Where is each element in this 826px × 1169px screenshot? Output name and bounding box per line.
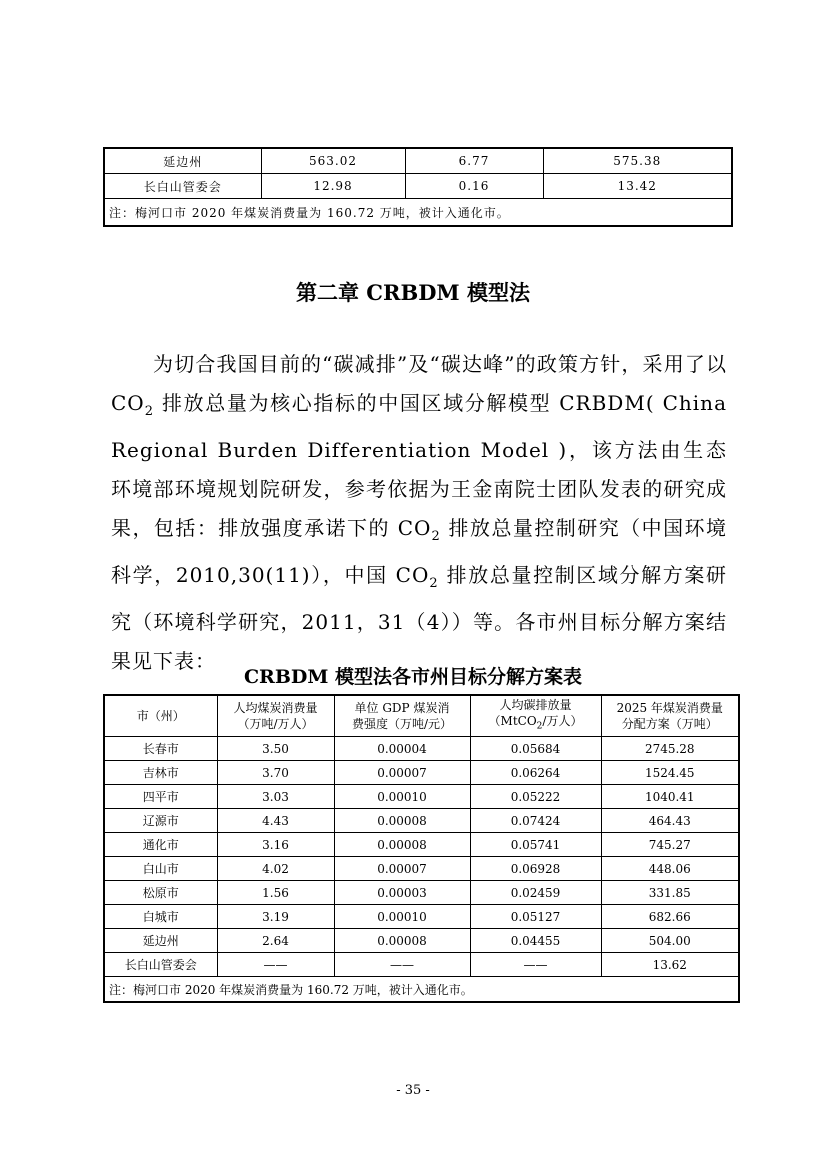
paragraph-part: 为切合我国目前的“碳减排”及“碳达峰”的政策方针，采用了以 CO	[111, 352, 727, 415]
table-cell: 745.27	[601, 833, 739, 857]
table-row	[104, 761, 739, 785]
table-cell: 白山市	[104, 857, 217, 881]
table-note-row	[104, 199, 732, 227]
table-body	[104, 737, 739, 977]
table-cell: 四平市	[104, 785, 217, 809]
table-cell: 白城市	[104, 905, 217, 929]
table-caption: CRBDM 模型法各市州目标分解方案表	[243, 666, 583, 688]
table-row	[104, 857, 739, 881]
table-cell: 0.00008	[334, 809, 470, 833]
chapter-title: 第二章 CRBDM 模型法	[296, 280, 530, 305]
paragraph-part: 排放总量为核心指标的中国区域分解模型 CRBDM( China Regional Burden Differentiation Model )，该方法由生态环境部环境规划院研发，参考依据为王金南院士团队发表的研究成果，包括：排放强度承诺下的 CO	[111, 391, 727, 540]
header-line: 费强度（万吨/元）	[351, 717, 453, 731]
table-cell: 0.06928	[470, 857, 601, 881]
table-row	[104, 929, 739, 953]
table-row	[104, 148, 732, 174]
paragraph-part: 排放总量控制研究（中国环境科学，2010,30(11)），中国 CO	[111, 516, 727, 587]
table-cell: 2745.28	[601, 737, 739, 761]
table-cell: 长白山管委会	[104, 953, 217, 977]
table-row	[104, 174, 732, 199]
table-cell: 12.98	[261, 174, 405, 199]
table-cell: 2.64	[217, 929, 334, 953]
table-cell: 0.07424	[470, 809, 601, 833]
column-header	[334, 695, 470, 737]
table-cell: 0.04455	[470, 929, 601, 953]
table-note: 注：梅河口市 2020 年煤炭消费量为 160.72 万吨，被计入通化市。	[104, 977, 739, 1003]
table-cell: 0.05127	[470, 905, 601, 929]
table-cell: 3.70	[217, 761, 334, 785]
table-row	[104, 809, 739, 833]
header-line: （万吨/万人）	[237, 717, 314, 731]
subscript: 2	[536, 721, 543, 732]
table-cell: 松原市	[104, 881, 217, 905]
table-cell: 0.02459	[470, 881, 601, 905]
header-line: （MtCO	[488, 714, 537, 729]
table-cell: 3.16	[217, 833, 334, 857]
header-line: 分配方案（万吨）	[621, 717, 718, 731]
table-cell: 0.05741	[470, 833, 601, 857]
table-cell: 延边州	[104, 148, 261, 174]
table-cell: 3.19	[217, 905, 334, 929]
table-cell: 辽源市	[104, 809, 217, 833]
table-row	[104, 785, 739, 809]
table-cell: ——	[470, 953, 601, 977]
table-cell: ——	[217, 953, 334, 977]
table-cell: 延边州	[104, 929, 217, 953]
table-cell: 682.66	[601, 905, 739, 929]
continuation-table	[103, 147, 733, 227]
table-cell: 1.56	[217, 881, 334, 905]
table-cell: 4.43	[217, 809, 334, 833]
column-header: 市（州）	[104, 695, 217, 737]
table-cell: 331.85	[601, 881, 739, 905]
table-cell: 3.03	[217, 785, 334, 809]
column-header	[470, 695, 601, 737]
table-cell: ——	[334, 953, 470, 977]
subscript: 2	[429, 576, 439, 591]
table-cell: 504.00	[601, 929, 739, 953]
table-row	[104, 953, 739, 977]
table-row	[104, 905, 739, 929]
table-cell: 0.05684	[470, 737, 601, 761]
table-cell: 4.02	[217, 857, 334, 881]
column-header	[601, 695, 739, 737]
header-line: 人均煤炭消费量	[233, 701, 318, 715]
table-cell: 13.62	[601, 953, 739, 977]
header-line: 人均碳排放量	[499, 698, 572, 713]
table-cell: 0.06264	[470, 761, 601, 785]
table-cell: 3.50	[217, 737, 334, 761]
table-cell: 吉林市	[104, 761, 217, 785]
paragraph-text	[111, 345, 727, 681]
table-cell: 0.00008	[334, 833, 470, 857]
table-cell: 0.00004	[334, 737, 470, 761]
allocation-table	[103, 694, 740, 1003]
table-note: 注：梅河口市 2020 年煤炭消费量为 160.72 万吨，被计入通化市。	[104, 199, 732, 227]
header-line: 单位 GDP 煤炭消	[354, 701, 450, 715]
subscript: 2	[431, 529, 441, 544]
body-paragraph	[111, 345, 727, 681]
table-cell: 6.77	[405, 148, 543, 174]
table-row	[104, 881, 739, 905]
table-cell: 0.00007	[334, 761, 470, 785]
table-cell: 通化市	[104, 833, 217, 857]
header-line: 2025 年煤炭消费量	[616, 701, 723, 715]
table-cell: 448.06	[601, 857, 739, 881]
table-cell: 575.38	[543, 148, 732, 174]
paragraph-part: 排放总量控制区域分解方案研究（环境科学研究，2011，31（4））等。各市州目标分解方案结果见下表：	[111, 563, 727, 673]
column-header	[217, 695, 334, 737]
table-cell: 长白山管委会	[104, 174, 261, 199]
table-cell: 0.05222	[470, 785, 601, 809]
table-cell: 13.42	[543, 174, 732, 199]
table-cell: 563.02	[261, 148, 405, 174]
table-cell: 1524.45	[601, 761, 739, 785]
table-cell: 464.43	[601, 809, 739, 833]
table-cell: 0.00007	[334, 857, 470, 881]
table-cell: 0.00003	[334, 881, 470, 905]
table-header-row	[104, 695, 739, 737]
table-row	[104, 833, 739, 857]
table-cell: 1040.41	[601, 785, 739, 809]
table-cell: 0.00008	[334, 929, 470, 953]
table-cell: 0.16	[405, 174, 543, 199]
header-line: /万人）	[542, 714, 583, 729]
table-cell: 0.00010	[334, 785, 470, 809]
table-note-row	[104, 977, 739, 1003]
table-row	[104, 737, 739, 761]
subscript: 2	[144, 404, 154, 419]
page-number: - 35 -	[396, 1083, 430, 1098]
table-cell: 0.00010	[334, 905, 470, 929]
table-cell: 长春市	[104, 737, 217, 761]
